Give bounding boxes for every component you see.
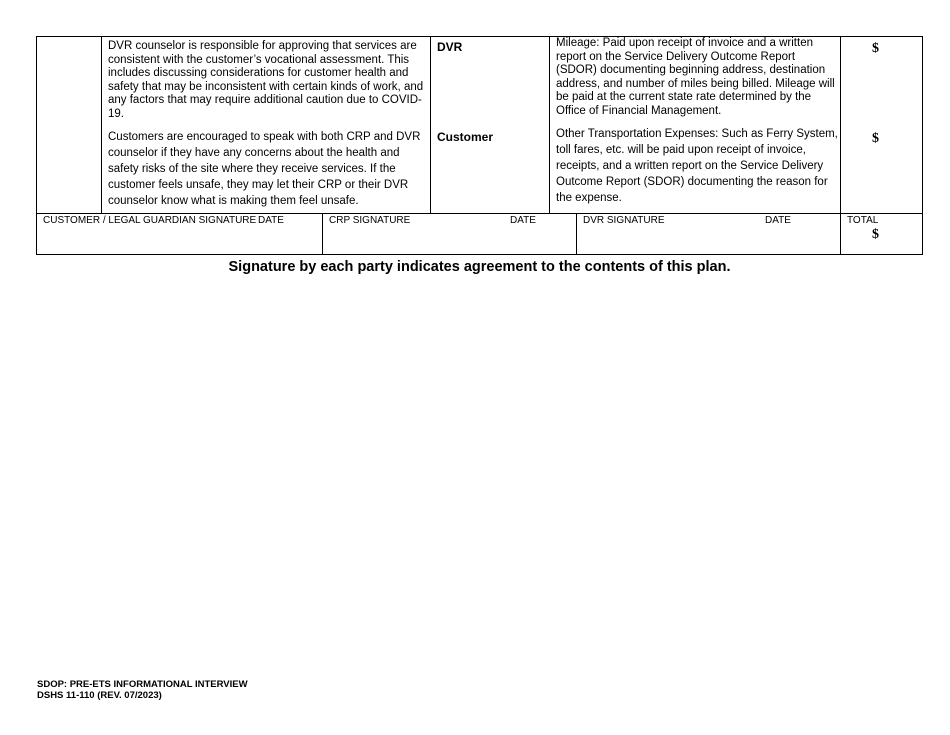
customer-signature-label: CUSTOMER / LEGAL GUARDIAN SIGNATURE [43, 215, 257, 226]
total-label: TOTAL [847, 215, 879, 226]
dvr-signature-date: DATE [765, 215, 791, 226]
sig-divider-2 [576, 213, 577, 255]
table-right-border [922, 36, 923, 255]
dvr-signature-label: DVR SIGNATURE [583, 215, 665, 226]
total-amount: $ [872, 227, 879, 242]
table-bottom-border [36, 254, 923, 255]
sig-divider-1 [322, 213, 323, 255]
row-1-description: DVR counselor is responsible for approving that services are consistent with the customer’s vocational assessment. This includes discussing considerations for customer health and safety that may be inconsistent with certain kinds of work, and any factors that may require additional caution due to COVID-19. [108, 40, 424, 120]
footer-form-number: DSHS 11-110 (REV. 07/2023) [37, 690, 162, 701]
row-1-amount: $ [872, 41, 879, 56]
row-2-amount: $ [872, 131, 879, 146]
row-1-payment: Mileage: Paid upon receipt of invoice and a written report on the Service Delivery Outcome Report (SDOR) documenting beginning address, destination address, and number of miles being billed. Mileage will be paid at the current state rate determined by the Office of Financial Management. [556, 37, 835, 117]
agreement-statement: Signature by each party indicates agreement to the contents of this plan. [228, 259, 731, 275]
row-2-party: Customer [437, 130, 494, 144]
row-1-party: DVR [437, 40, 463, 54]
customer-signature-date: DATE [258, 215, 284, 226]
table-col-divider-1 [101, 36, 102, 214]
crp-signature-date: DATE [510, 215, 536, 226]
table-col-divider-2 [430, 36, 431, 214]
table-col-divider-3 [549, 36, 550, 214]
footer-form-title: SDOP: PRE-ETS INFORMATIONAL INTERVIEW [37, 679, 248, 690]
table-row-divider [36, 213, 923, 214]
crp-signature-label: CRP SIGNATURE [329, 215, 411, 226]
row-2-payment: Other Transportation Expenses: Such as Ferry System, toll fares, etc. will be paid upon receipt of invoice, receipts, and a written report on the Service Delivery Outcome Report (SDOR) documenting the reason for the expense. [556, 128, 838, 204]
table-left-border [36, 36, 37, 255]
row-2-description: Customers are encouraged to speak with both CRP and DVR counselor if they have any concerns about the health and safety risks of the site where they receive services. If the customer feels unsafe, they may let their CRP or their DVR counselor know what is making them feel unsafe. [108, 131, 421, 207]
table-col-divider-4 [840, 36, 841, 255]
